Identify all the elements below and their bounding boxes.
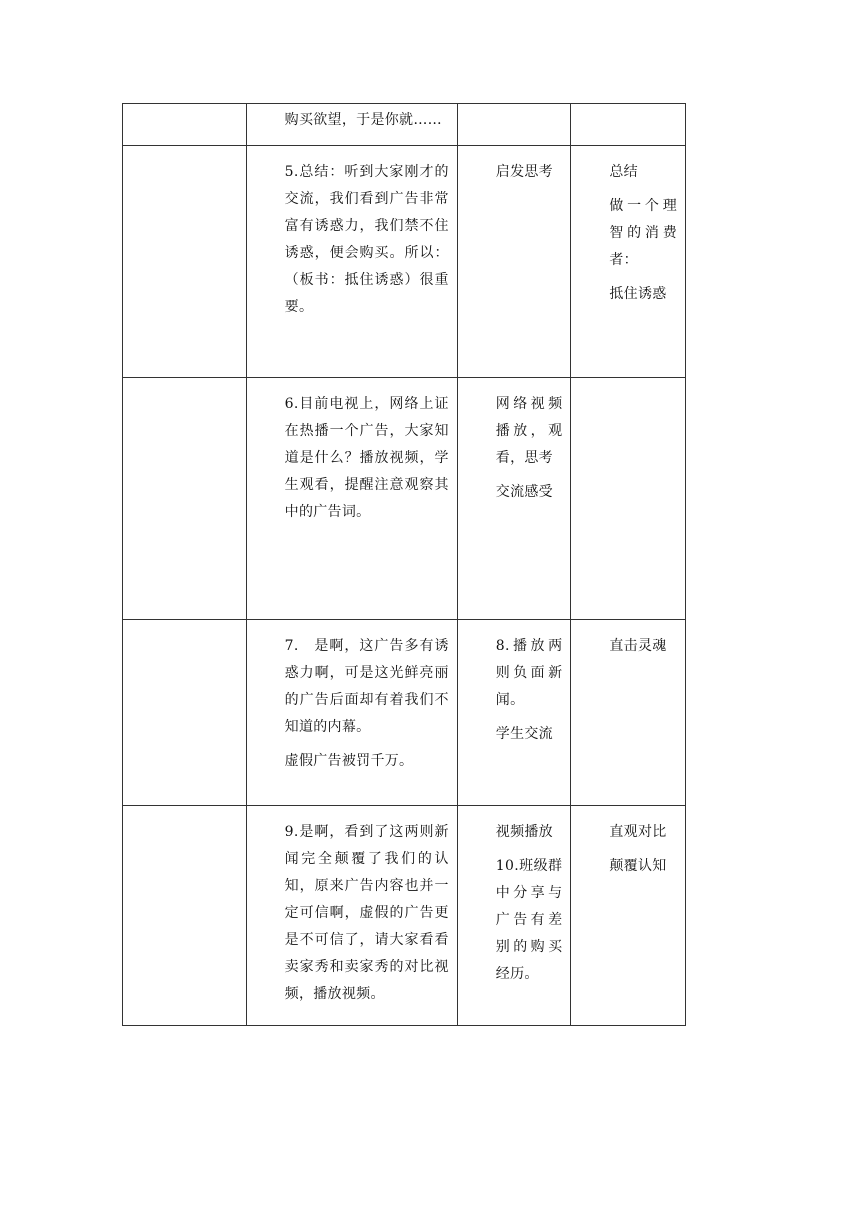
cell-text: 抵住诱惑	[609, 286, 667, 302]
design-intent-cell	[571, 806, 686, 1026]
cell-text: 虚假广告被罚千万。	[284, 753, 414, 769]
cell-text: 总结	[609, 164, 638, 180]
cell-text: 9.是啊，看到了这两则新闻完全颠覆了我们的认知，原来广告内容也并一定可信啊，虚假的广告更是不可信了，请大家看看卖家秀和卖家秀的对比视频，播放视频。	[284, 824, 449, 1002]
teacher-activity-cell	[246, 378, 457, 620]
teacher-activity-cell	[246, 104, 457, 146]
cell-text: 购买欲望，于是你就……	[284, 112, 442, 128]
cell-text: 直观对比	[609, 824, 667, 840]
cell-text: 8.播放两则负面新闻。	[495, 638, 563, 708]
student-activity-cell	[457, 104, 571, 146]
student-activity-cell	[457, 806, 571, 1026]
design-intent-cell	[571, 378, 686, 620]
teacher-activity-cell	[246, 806, 457, 1026]
cell-text: 5.总结：听到大家刚才的交流，我们看到广告非常富有诱惑力，我们禁不住诱惑，便会购买。所以：（板书：抵住诱惑）很重要。	[284, 164, 449, 315]
cell-text: 启发思考	[495, 164, 553, 180]
cell-text: 做一个理智的消费者：	[609, 198, 677, 268]
teacher-activity-cell	[246, 146, 457, 378]
lesson-plan-table	[122, 103, 686, 1026]
table-row	[123, 146, 686, 378]
design-intent-cell	[571, 104, 686, 146]
table-row	[123, 620, 686, 806]
cell-text: 直击灵魂	[609, 638, 667, 654]
student-activity-cell	[457, 620, 571, 806]
cell-text: 网络视频播放，观看，思考	[495, 396, 563, 466]
cell-text: 10.班级群中分享与广告有差别的购买经历。	[495, 858, 563, 982]
table-cell-empty	[123, 146, 247, 378]
table-cell-empty	[123, 620, 247, 806]
student-activity-cell	[457, 378, 571, 620]
table-cell-empty	[123, 104, 247, 146]
teacher-activity-cell	[246, 620, 457, 806]
cell-text: 视频播放	[495, 824, 553, 840]
cell-text: 颠覆认知	[609, 858, 667, 874]
cell-text: 交流感受	[495, 484, 553, 500]
design-intent-cell	[571, 620, 686, 806]
cell-text: 7. 是啊，这广告多有诱惑力啊，可是这光鲜亮丽的广告后面却有着我们不知道的内幕。	[284, 638, 449, 735]
student-activity-cell	[457, 146, 571, 378]
table-row	[123, 104, 686, 146]
table-cell-empty	[123, 378, 247, 620]
cell-text: 学生交流	[495, 726, 553, 742]
table-row	[123, 806, 686, 1026]
cell-text: 6.目前电视上，网络上证在热播一个广告，大家知道是什么？播放视频，学生观看，提醒注意观察其中的广告词。	[284, 396, 449, 520]
table-cell-empty	[123, 806, 247, 1026]
table-row	[123, 378, 686, 620]
design-intent-cell	[571, 146, 686, 378]
